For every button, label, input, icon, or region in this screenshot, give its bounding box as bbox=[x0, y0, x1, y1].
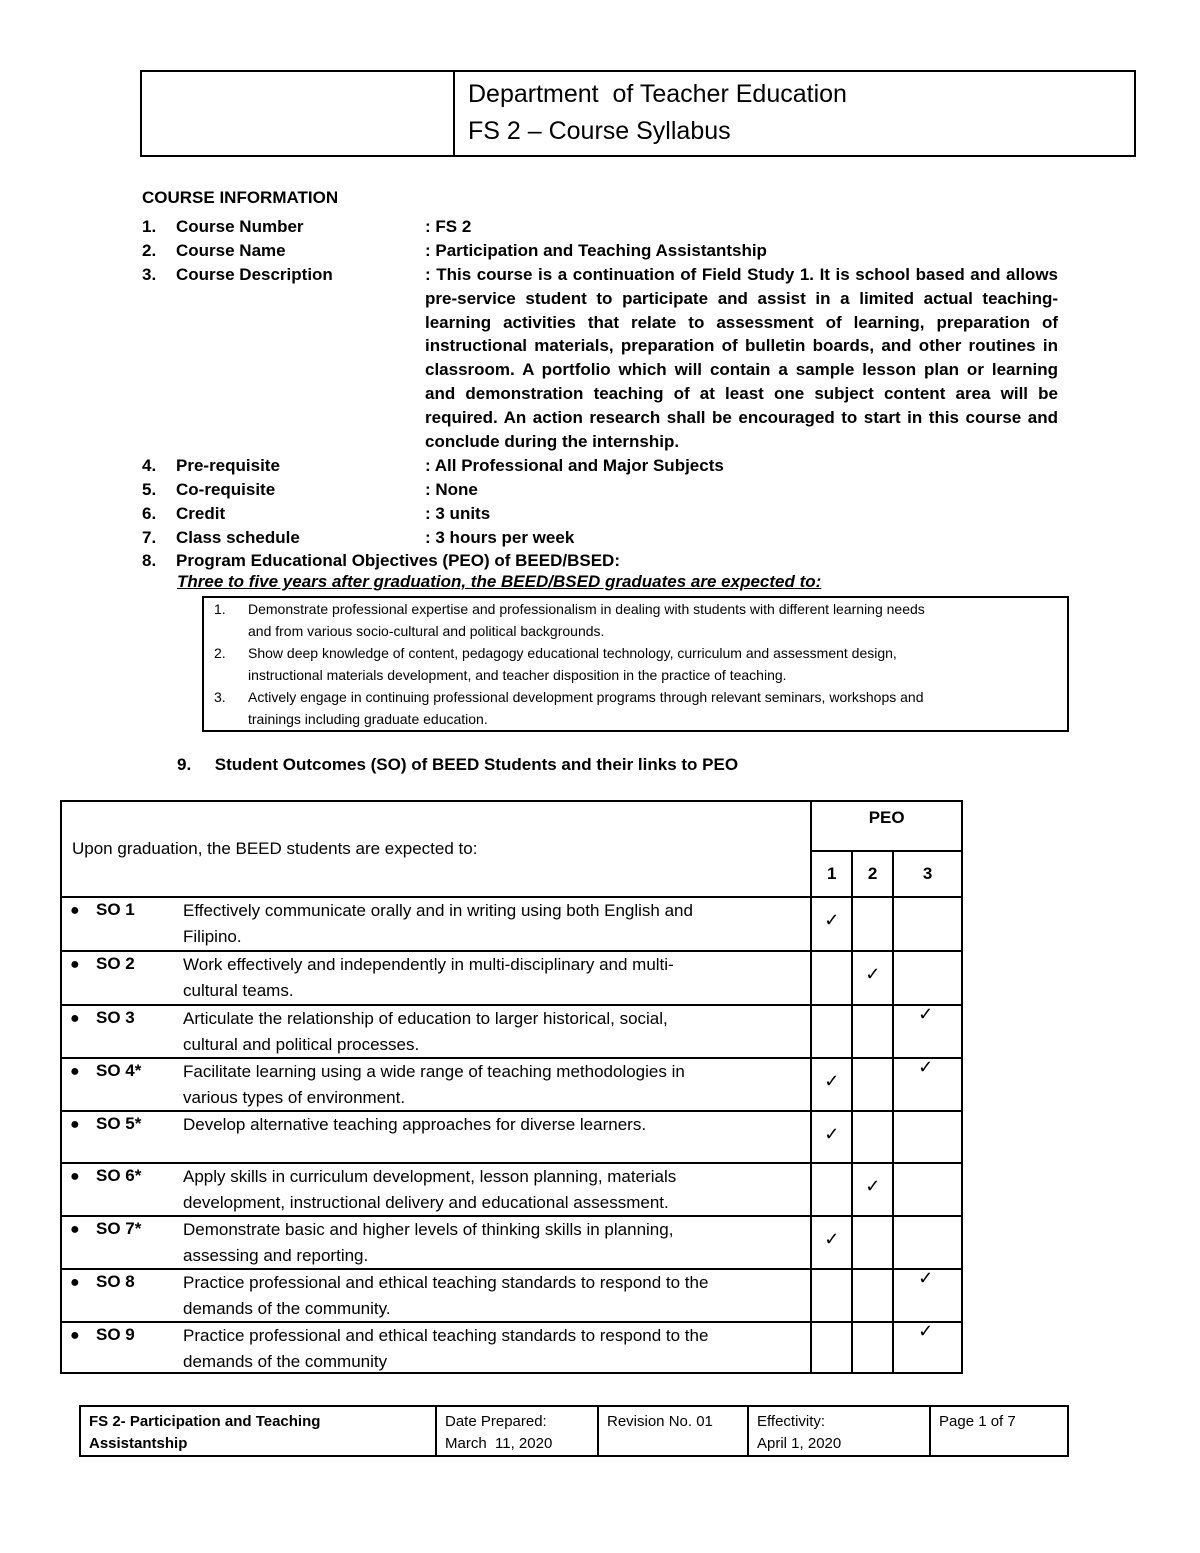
so-description-cell bbox=[61, 1111, 811, 1163]
peo-check-cell bbox=[811, 1322, 852, 1373]
peo-check-cell bbox=[811, 951, 852, 1005]
item-label: Program Educational Objectives (PEO) of BEED/BSED: bbox=[176, 551, 620, 570]
footer-date-value: March 11, 2020 bbox=[445, 1435, 553, 1452]
so-code: SO 9 bbox=[96, 1325, 135, 1344]
item-number: 8. bbox=[142, 551, 157, 570]
bullet-icon: ● bbox=[70, 1274, 80, 1291]
peo-check-cell bbox=[852, 1322, 893, 1373]
check-icon: ✓ bbox=[824, 1071, 840, 1091]
footer-page-cell bbox=[931, 1407, 1067, 1455]
item-label: Course Number bbox=[176, 217, 304, 236]
so-text: various types of environment. bbox=[183, 1088, 406, 1107]
so-text: Work effectively and independently in multi-disciplinary and multi- bbox=[183, 955, 674, 974]
so-code: SO 6* bbox=[96, 1166, 142, 1185]
check-icon: ✓ bbox=[865, 964, 881, 984]
bullet-icon: ● bbox=[70, 1168, 80, 1185]
course-info-item bbox=[142, 478, 1072, 502]
so-description-cell bbox=[61, 1322, 811, 1373]
so-code: SO 2 bbox=[96, 954, 135, 973]
footer-course-line: Assistantship bbox=[89, 1435, 188, 1452]
so-text: cultural teams. bbox=[183, 981, 294, 1000]
course-info-heading: COURSE INFORMATION bbox=[142, 188, 339, 207]
peo-number: 1. bbox=[214, 601, 226, 617]
footer-revision: Revision No. 01 bbox=[607, 1413, 713, 1430]
check-icon: ✓ bbox=[918, 1268, 934, 1288]
item-value: : 3 units bbox=[425, 504, 491, 523]
peo-text: instructional materials development, and teacher disposition in the practice of teaching. bbox=[248, 666, 787, 683]
peo-check-cell bbox=[852, 1163, 893, 1216]
peo-list bbox=[202, 596, 1069, 732]
check-icon: ✓ bbox=[918, 1004, 934, 1024]
department-title: Department of Teacher Education bbox=[468, 80, 847, 108]
so-description-cell bbox=[61, 1005, 811, 1058]
peo-text: trainings including graduate education. bbox=[248, 710, 488, 727]
peo-check-cell bbox=[893, 951, 962, 1005]
peo-check-cell bbox=[811, 1269, 852, 1322]
so-text: Practice professional and ethical teaching standards to respond to the bbox=[183, 1273, 709, 1292]
footer-effectivity-cell bbox=[749, 1407, 931, 1455]
peo-check-cell bbox=[852, 1216, 893, 1269]
so-row bbox=[61, 897, 962, 951]
so-code: SO 1 bbox=[96, 900, 135, 919]
so-description-cell bbox=[61, 1163, 811, 1216]
so-text: Demonstrate basic and higher levels of thinking skills in planning, bbox=[183, 1220, 674, 1239]
so-row bbox=[61, 1111, 962, 1163]
item-label: Credit bbox=[176, 504, 226, 523]
description-line: learning activities that relate to assessment of learning, preparation of bbox=[425, 312, 1058, 332]
description-line: and demonstration teaching of at least one subject content area will be bbox=[425, 383, 1058, 403]
so-row bbox=[61, 1163, 962, 1216]
peo-check-cell bbox=[893, 1269, 962, 1322]
item-label: Course Name bbox=[176, 241, 286, 260]
peo-col-3: 3 bbox=[893, 851, 962, 897]
item-number: 3. bbox=[142, 265, 157, 284]
course-info-item bbox=[142, 526, 1072, 550]
footer-course-line: FS 2- Participation and Teaching bbox=[89, 1413, 321, 1430]
footer-page: Page 1 of 7 bbox=[939, 1413, 1016, 1430]
bullet-icon: ● bbox=[70, 902, 80, 919]
item-label: Pre-requisite bbox=[176, 456, 280, 475]
so-text: development, instructional delivery and educational assessment. bbox=[183, 1193, 669, 1212]
item-number: 6. bbox=[142, 504, 157, 523]
bullet-icon: ● bbox=[70, 1221, 80, 1238]
peo-check-cell bbox=[852, 1269, 893, 1322]
check-icon: ✓ bbox=[824, 910, 840, 930]
peo-check-cell bbox=[893, 1111, 962, 1163]
peo-check-cell bbox=[811, 897, 852, 951]
item-number: 2. bbox=[142, 241, 157, 260]
description-line: pre-service student to participate and assist in a limited actual teaching- bbox=[425, 288, 1058, 308]
document-header bbox=[140, 70, 1136, 157]
peo-check-cell bbox=[893, 1163, 962, 1216]
so-code: SO 7* bbox=[96, 1219, 142, 1238]
so-row bbox=[61, 951, 962, 1005]
so-section-title: 9. Student Outcomes (SO) of BEED Students and their links to PEO bbox=[177, 755, 739, 774]
peo-check-cell bbox=[852, 1058, 893, 1111]
peo-number: 3. bbox=[214, 689, 226, 705]
so-text: Develop alternative teaching approaches for diverse learners. bbox=[183, 1115, 647, 1134]
bullet-icon: ● bbox=[70, 1116, 80, 1133]
peo-text: Demonstrate professional expertise and professionalism in dealing with students with different learning needs bbox=[248, 601, 925, 617]
item-number: 5. bbox=[142, 480, 157, 499]
description-line: : This course is a continuation of Field Study 1. It is school based and allows bbox=[425, 265, 1058, 284]
peo-check-cell bbox=[811, 1163, 852, 1216]
item-value: : None bbox=[425, 480, 478, 499]
so-row bbox=[61, 1322, 962, 1373]
check-icon: ✓ bbox=[918, 1057, 934, 1077]
peo-check-cell bbox=[811, 1216, 852, 1269]
footer-revision-cell bbox=[599, 1407, 749, 1455]
item-value: : 3 hours per week bbox=[425, 528, 575, 547]
check-icon: ✓ bbox=[918, 1321, 934, 1341]
description-line: required. An action research shall be encouraged to start in this course and bbox=[425, 407, 1058, 427]
item-number: 1. bbox=[142, 217, 157, 236]
logo-cell bbox=[142, 72, 455, 155]
course-info-item bbox=[142, 454, 1072, 478]
item-label: Class schedule bbox=[176, 528, 300, 547]
item-label: Co-requisite bbox=[176, 480, 276, 499]
peo-number: 2. bbox=[214, 645, 226, 661]
so-text: Practice professional and ethical teaching standards to respond to the bbox=[183, 1326, 709, 1345]
peo-col-1: 1 bbox=[811, 851, 852, 897]
so-description-cell bbox=[61, 897, 811, 951]
bullet-icon: ● bbox=[70, 956, 80, 973]
peo-check-cell bbox=[852, 1111, 893, 1163]
item-value: : FS 2 bbox=[425, 217, 472, 236]
so-text: demands of the community bbox=[183, 1352, 388, 1371]
so-text: assessing and reporting. bbox=[183, 1246, 369, 1265]
so-row bbox=[61, 1269, 962, 1322]
so-header-text: Upon graduation, the BEED students are expected to: bbox=[72, 839, 478, 858]
peo-check-cell bbox=[811, 1005, 852, 1058]
so-code: SO 5* bbox=[96, 1114, 142, 1133]
so-code: SO 3 bbox=[96, 1008, 135, 1027]
so-description-cell bbox=[61, 951, 811, 1005]
syllabus-title: FS 2 – Course Syllabus bbox=[468, 117, 731, 145]
so-table bbox=[60, 800, 963, 1374]
so-description-cell bbox=[61, 1216, 811, 1269]
item-number: 7. bbox=[142, 528, 157, 547]
description-line: conclude during the internship. bbox=[425, 431, 680, 451]
header-title bbox=[468, 76, 847, 150]
peo-column-header: PEO bbox=[811, 801, 962, 851]
peo-check-cell bbox=[852, 897, 893, 951]
peo-check-cell bbox=[893, 1322, 962, 1373]
peo-check-cell bbox=[852, 1005, 893, 1058]
so-header-cell bbox=[61, 801, 811, 897]
peo-check-cell bbox=[893, 1216, 962, 1269]
check-icon: ✓ bbox=[824, 1124, 840, 1144]
peo-check-cell bbox=[893, 1058, 962, 1111]
so-description-cell bbox=[61, 1269, 811, 1322]
peo-check-cell bbox=[852, 951, 893, 1005]
so-text: Apply skills in curriculum development, lesson planning, materials bbox=[183, 1167, 677, 1186]
peo-text: Show deep knowledge of content, pedagogy educational technology, curriculum and assessment design, bbox=[248, 645, 897, 661]
so-text: Facilitate learning using a wide range of teaching methodologies in bbox=[183, 1062, 685, 1081]
so-text: demands of the community. bbox=[183, 1299, 391, 1318]
page-footer bbox=[79, 1405, 1069, 1457]
peo-text: Actively engage in continuing professional development programs through relevant seminars, workshops and bbox=[248, 689, 924, 705]
peo-check-cell bbox=[811, 1058, 852, 1111]
so-code: SO 8 bbox=[96, 1272, 135, 1291]
footer-course-cell bbox=[81, 1407, 437, 1455]
so-code: SO 4* bbox=[96, 1061, 142, 1080]
peo-col-2: 2 bbox=[852, 851, 893, 897]
so-text: Filipino. bbox=[183, 927, 242, 946]
course-info-item bbox=[142, 215, 1072, 239]
description-line: instructional materials, preparation of bulletin boards, and other routines in bbox=[425, 336, 1058, 356]
footer-date-cell bbox=[437, 1407, 599, 1455]
footer-eff-label: Effectivity: bbox=[757, 1413, 826, 1430]
item-value: : Participation and Teaching Assistantship bbox=[425, 241, 767, 260]
so-text: Articulate the relationship of education to larger historical, social, bbox=[183, 1009, 668, 1028]
footer-date-label: Date Prepared: bbox=[445, 1413, 547, 1430]
peo-check-cell bbox=[893, 1005, 962, 1058]
bullet-icon: ● bbox=[70, 1063, 80, 1080]
so-text: Effectively communicate orally and in writing using both English and bbox=[183, 901, 693, 920]
so-description-cell bbox=[61, 1058, 811, 1111]
check-icon: ✓ bbox=[865, 1176, 881, 1196]
so-row bbox=[61, 1005, 962, 1058]
check-icon: ✓ bbox=[824, 1229, 840, 1249]
peo-text: and from various socio-cultural and political backgrounds. bbox=[248, 622, 605, 639]
course-info-item bbox=[142, 239, 1072, 263]
so-row bbox=[61, 1058, 962, 1111]
course-description bbox=[425, 263, 1058, 453]
footer-eff-value: April 1, 2020 bbox=[757, 1435, 842, 1452]
course-info-item bbox=[142, 549, 1072, 573]
item-number: 4. bbox=[142, 456, 157, 475]
bullet-icon: ● bbox=[70, 1327, 80, 1344]
so-rows bbox=[61, 897, 962, 1373]
item-value: : All Professional and Major Subjects bbox=[425, 456, 724, 475]
bullet-icon: ● bbox=[70, 1010, 80, 1027]
so-row bbox=[61, 1216, 962, 1269]
item-label: Course Description bbox=[176, 265, 333, 284]
description-line: classroom. A portfolio which will contain a sample lesson plan or learning bbox=[425, 360, 1058, 380]
peo-intro: Three to five years after graduation, the BEED/BSED graduates are expected to: bbox=[177, 572, 822, 591]
peo-check-cell bbox=[811, 1111, 852, 1163]
so-text: cultural and political processes. bbox=[183, 1035, 420, 1054]
peo-check-cell bbox=[893, 897, 962, 951]
course-info-item bbox=[142, 502, 1072, 526]
